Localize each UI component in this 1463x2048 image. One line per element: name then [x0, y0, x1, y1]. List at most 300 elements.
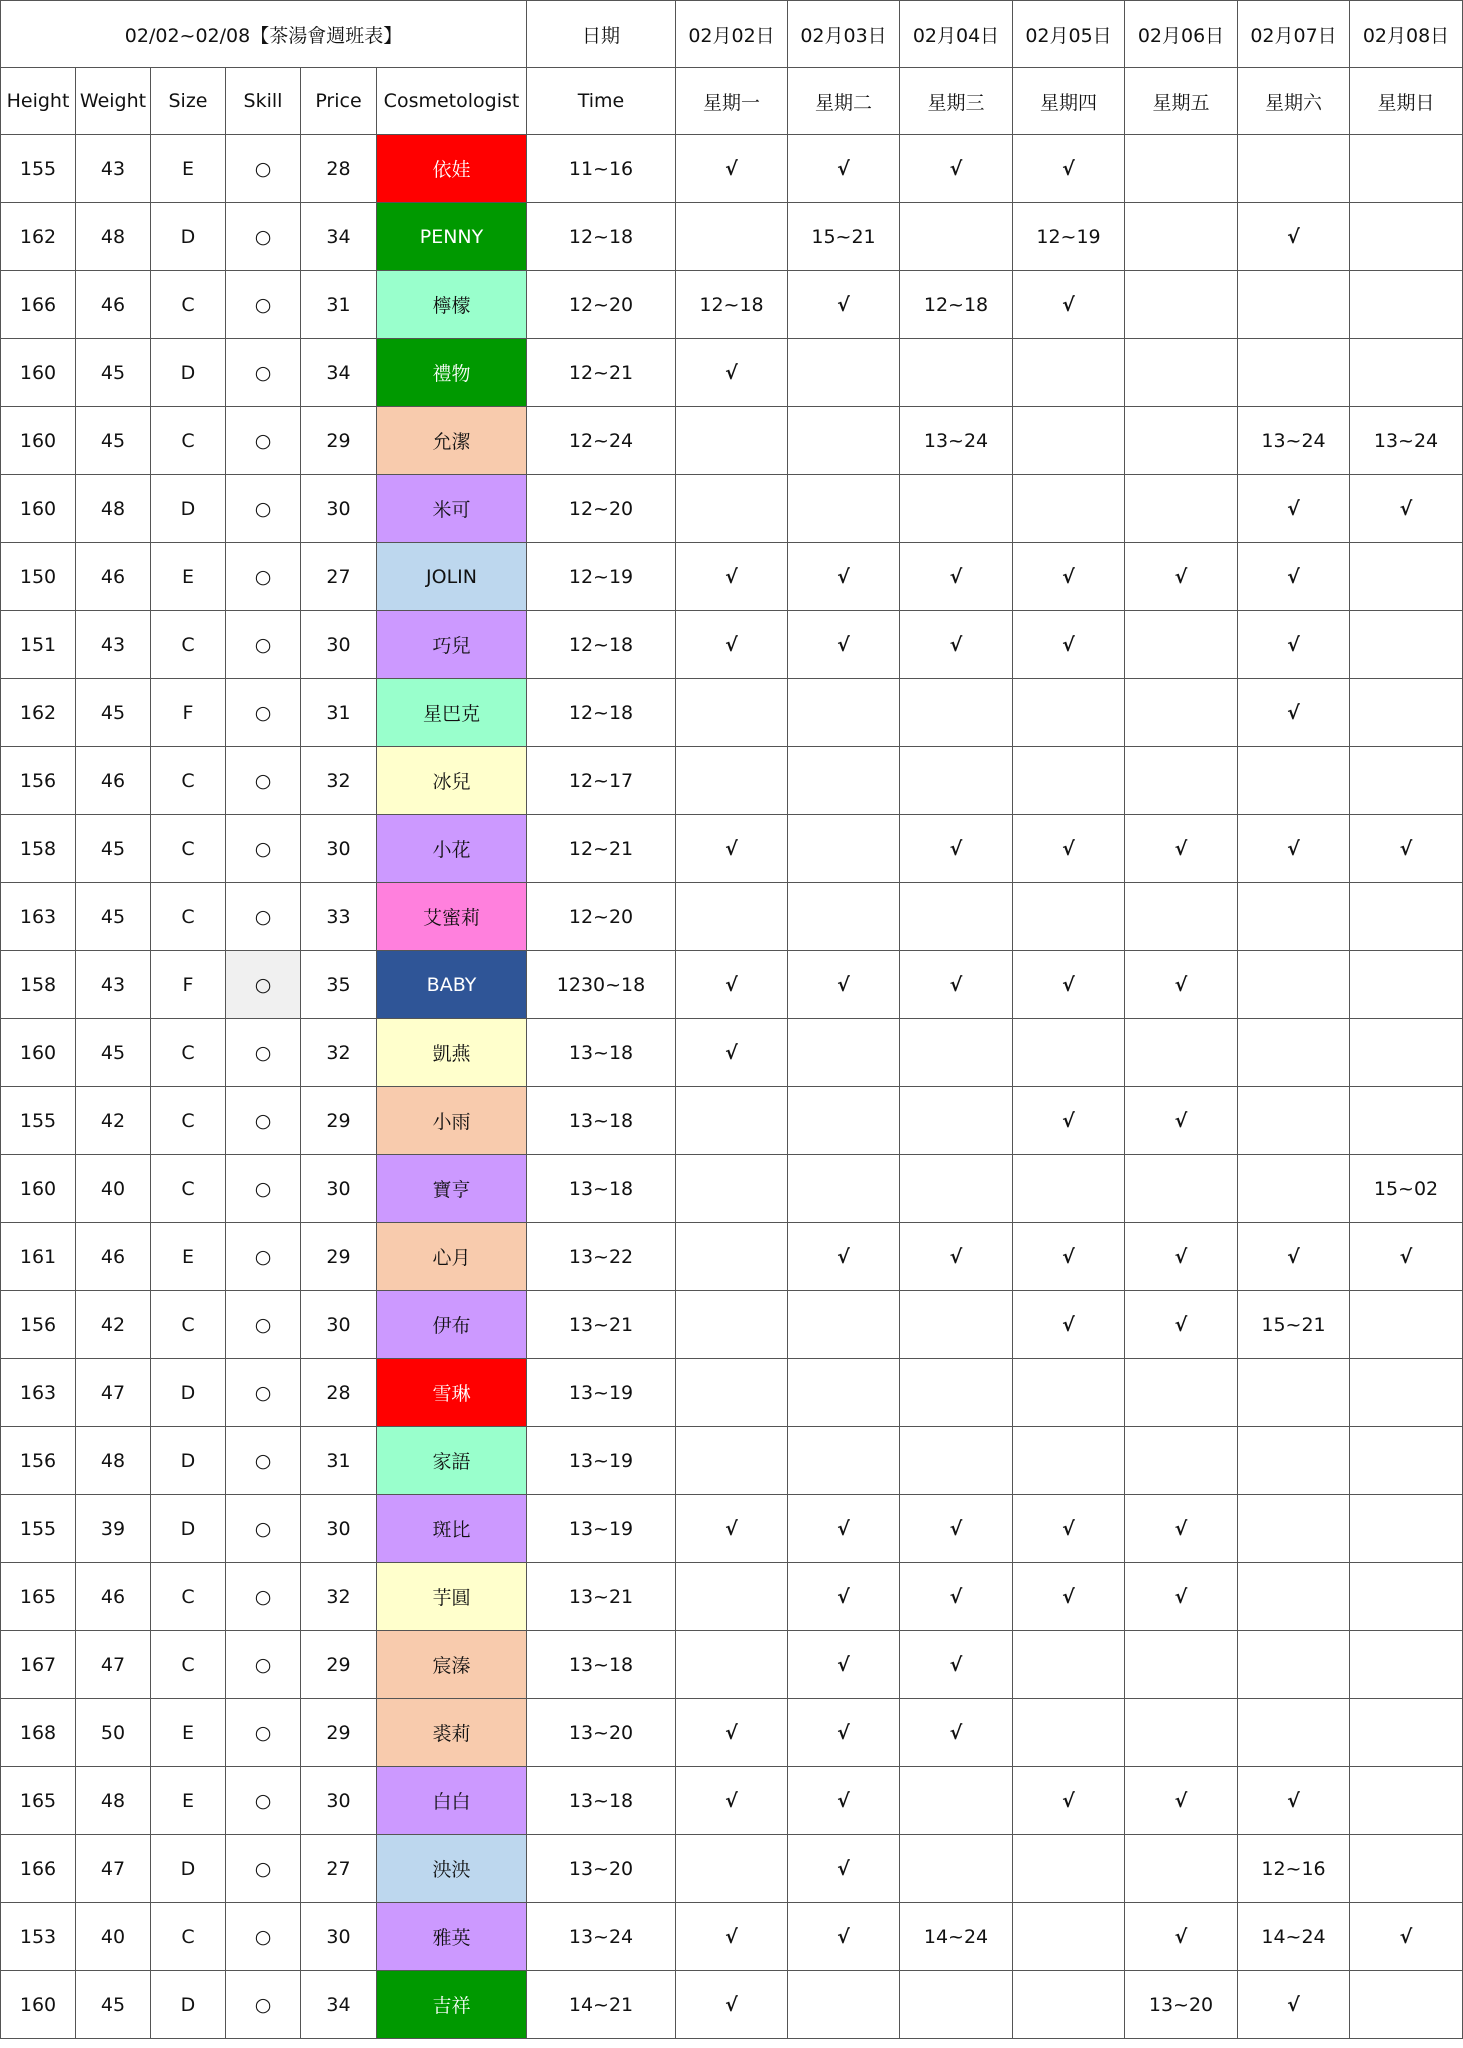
day-cell [1350, 611, 1463, 679]
cosmetologist-name: 巧兒 [377, 611, 527, 679]
day-cell [1238, 271, 1350, 339]
day-cell [900, 1835, 1013, 1903]
cell-price: 29 [301, 1223, 377, 1291]
cell-price: 30 [301, 475, 377, 543]
cell-price: 34 [301, 1971, 377, 2039]
cosmetologist-name: 心月 [377, 1223, 527, 1291]
cell-skill: ○ [226, 1835, 301, 1903]
cell-height: 160 [1, 475, 76, 543]
cell-height: 156 [1, 747, 76, 815]
cell-time: 13~18 [527, 1767, 676, 1835]
day-cell [1013, 407, 1125, 475]
date-header: 02月08日 [1350, 1, 1463, 68]
day-cell: √ [788, 951, 900, 1019]
day-cell [1238, 1359, 1350, 1427]
cell-time: 12~21 [527, 339, 676, 407]
cell-time: 13~24 [527, 1903, 676, 1971]
cosmetologist-name: 檸檬 [377, 271, 527, 339]
day-cell [1350, 679, 1463, 747]
day-cell [900, 883, 1013, 951]
table-row [1, 1019, 1463, 1087]
day-cell [1013, 1971, 1125, 2039]
cell-price: 29 [301, 407, 377, 475]
day-cell [788, 883, 900, 951]
cell-weight: 46 [76, 1563, 151, 1631]
day-cell: √ [900, 1223, 1013, 1291]
cell-height: 162 [1, 203, 76, 271]
day-cell: √ [1350, 1903, 1463, 1971]
day-cell [788, 475, 900, 543]
cell-weight: 45 [76, 1971, 151, 2039]
day-cell [788, 1971, 900, 2039]
cell-skill: ○ [226, 475, 301, 543]
day-cell [1013, 1631, 1125, 1699]
cell-weight: 46 [76, 543, 151, 611]
day-cell: 13~24 [1350, 407, 1463, 475]
cell-price: 30 [301, 1495, 377, 1563]
day-cell: √ [788, 135, 900, 203]
day-cell: √ [788, 1835, 900, 1903]
column-header-price: Price [301, 68, 377, 135]
day-cell: √ [900, 1495, 1013, 1563]
day-cell [900, 1155, 1013, 1223]
table-row [1, 1835, 1463, 1903]
cosmetologist-name: 米可 [377, 475, 527, 543]
cell-size: C [151, 815, 226, 883]
cell-size: C [151, 1631, 226, 1699]
day-cell: √ [788, 1631, 900, 1699]
cell-time: 13~21 [527, 1563, 676, 1631]
day-cell: √ [1013, 1495, 1125, 1563]
cell-price: 29 [301, 1699, 377, 1767]
table-row [1, 1971, 1463, 2039]
day-cell [1350, 203, 1463, 271]
day-cell [900, 1767, 1013, 1835]
cell-time: 13~19 [527, 1495, 676, 1563]
cell-price: 27 [301, 543, 377, 611]
day-cell: √ [788, 543, 900, 611]
cell-size: E [151, 1223, 226, 1291]
cell-time: 12~24 [527, 407, 676, 475]
cell-size: D [151, 1427, 226, 1495]
cell-weight: 45 [76, 679, 151, 747]
day-cell: √ [1013, 271, 1125, 339]
day-cell: 15~02 [1350, 1155, 1463, 1223]
day-cell [788, 747, 900, 815]
table-row [1, 1223, 1463, 1291]
cell-size: E [151, 1699, 226, 1767]
table-row [1, 1087, 1463, 1155]
day-cell: √ [900, 951, 1013, 1019]
table-row [1, 1903, 1463, 1971]
day-cell [1125, 339, 1238, 407]
day-cell [1350, 1767, 1463, 1835]
cell-weight: 47 [76, 1359, 151, 1427]
cell-weight: 42 [76, 1291, 151, 1359]
cell-weight: 43 [76, 951, 151, 1019]
cell-weight: 39 [76, 1495, 151, 1563]
cell-weight: 47 [76, 1835, 151, 1903]
cosmetologist-name: 雪琳 [377, 1359, 527, 1427]
day-cell [788, 1155, 900, 1223]
day-cell: √ [1238, 815, 1350, 883]
day-cell [1350, 1359, 1463, 1427]
cell-size: D [151, 1495, 226, 1563]
day-cell [1350, 1631, 1463, 1699]
cell-skill: ○ [226, 1019, 301, 1087]
cell-size: C [151, 1155, 226, 1223]
table-row [1, 339, 1463, 407]
day-cell: √ [900, 543, 1013, 611]
cell-time: 13~18 [527, 1631, 676, 1699]
day-cell [1013, 1699, 1125, 1767]
cell-skill: ○ [226, 1971, 301, 2039]
day-cell [1125, 475, 1238, 543]
schedule-body [1, 135, 1463, 2039]
cell-skill: ○ [226, 203, 301, 271]
cosmetologist-name: 斑比 [377, 1495, 527, 1563]
cell-weight: 48 [76, 203, 151, 271]
cell-height: 153 [1, 1903, 76, 1971]
cell-time: 13~22 [527, 1223, 676, 1291]
day-cell [788, 1427, 900, 1495]
cell-price: 31 [301, 271, 377, 339]
day-cell: √ [1013, 1291, 1125, 1359]
cell-height: 165 [1, 1563, 76, 1631]
cell-size: E [151, 1767, 226, 1835]
cell-time: 13~18 [527, 1155, 676, 1223]
cell-time: 13~18 [527, 1019, 676, 1087]
day-cell [1013, 883, 1125, 951]
cell-price: 30 [301, 1291, 377, 1359]
day-cell: √ [1125, 1903, 1238, 1971]
day-cell: √ [1238, 543, 1350, 611]
cell-time: 13~20 [527, 1835, 676, 1903]
header-row [1, 68, 1463, 135]
day-cell [676, 1427, 788, 1495]
day-cell [1350, 135, 1463, 203]
cell-price: 30 [301, 1767, 377, 1835]
cell-time: 12~21 [527, 815, 676, 883]
day-cell [788, 407, 900, 475]
day-cell [900, 1291, 1013, 1359]
cell-weight: 43 [76, 611, 151, 679]
day-cell: √ [676, 1903, 788, 1971]
column-header-size: Size [151, 68, 226, 135]
day-cell [676, 1223, 788, 1291]
cosmetologist-name: 星巴克 [377, 679, 527, 747]
cell-skill: ○ [226, 883, 301, 951]
cell-price: 28 [301, 135, 377, 203]
day-cell: √ [676, 1699, 788, 1767]
cell-height: 155 [1, 1495, 76, 1563]
day-cell: √ [1238, 611, 1350, 679]
cell-price: 32 [301, 747, 377, 815]
day-cell [1013, 1155, 1125, 1223]
cell-weight: 48 [76, 1427, 151, 1495]
day-cell: √ [900, 1631, 1013, 1699]
cell-height: 160 [1, 1155, 76, 1223]
day-cell [1125, 679, 1238, 747]
day-cell: √ [788, 1699, 900, 1767]
cell-price: 32 [301, 1019, 377, 1087]
cosmetologist-name: 小雨 [377, 1087, 527, 1155]
cell-skill: ○ [226, 1699, 301, 1767]
day-cell [788, 679, 900, 747]
weekday-header: 星期五 [1125, 68, 1238, 135]
table-row [1, 271, 1463, 339]
cell-height: 163 [1, 883, 76, 951]
day-cell [1013, 1019, 1125, 1087]
cell-height: 166 [1, 1835, 76, 1903]
date-header: 02月03日 [788, 1, 900, 68]
weekday-header: 星期六 [1238, 68, 1350, 135]
day-cell [900, 339, 1013, 407]
day-cell: √ [676, 1495, 788, 1563]
cosmetologist-name: 宸溱 [377, 1631, 527, 1699]
cell-time: 1230~18 [527, 951, 676, 1019]
day-cell: 13~24 [900, 407, 1013, 475]
day-cell [1350, 543, 1463, 611]
day-cell [1238, 1155, 1350, 1223]
cosmetologist-name: 雅英 [377, 1903, 527, 1971]
table-row [1, 1155, 1463, 1223]
day-cell [676, 407, 788, 475]
day-cell [900, 1019, 1013, 1087]
table-row [1, 1495, 1463, 1563]
day-cell: √ [1125, 951, 1238, 1019]
cell-weight: 40 [76, 1903, 151, 1971]
cell-weight: 46 [76, 271, 151, 339]
cell-time: 12~19 [527, 543, 676, 611]
day-cell: √ [1125, 1223, 1238, 1291]
cell-time: 13~21 [527, 1291, 676, 1359]
table-row [1, 1631, 1463, 1699]
day-cell: √ [1350, 815, 1463, 883]
day-cell [1013, 1359, 1125, 1427]
cell-height: 158 [1, 815, 76, 883]
cell-skill: ○ [226, 543, 301, 611]
cell-height: 150 [1, 543, 76, 611]
day-cell [1350, 1291, 1463, 1359]
day-cell [1125, 135, 1238, 203]
day-cell: √ [788, 1563, 900, 1631]
day-cell: √ [1350, 475, 1463, 543]
cell-height: 151 [1, 611, 76, 679]
cell-height: 161 [1, 1223, 76, 1291]
day-cell [1350, 1019, 1463, 1087]
day-cell [1125, 1019, 1238, 1087]
cell-time: 12~20 [527, 883, 676, 951]
day-cell [1013, 339, 1125, 407]
cell-skill: ○ [226, 815, 301, 883]
cell-size: C [151, 1291, 226, 1359]
day-cell [1238, 1019, 1350, 1087]
cell-height: 165 [1, 1767, 76, 1835]
cell-time: 13~19 [527, 1359, 676, 1427]
cosmetologist-name: JOLIN [377, 543, 527, 611]
day-cell: √ [788, 611, 900, 679]
cell-height: 166 [1, 271, 76, 339]
cell-size: D [151, 1835, 226, 1903]
day-cell [1238, 747, 1350, 815]
cosmetologist-name: 伊布 [377, 1291, 527, 1359]
table-row [1, 543, 1463, 611]
cosmetologist-name: 小花 [377, 815, 527, 883]
cell-height: 163 [1, 1359, 76, 1427]
cosmetologist-name: 寶亨 [377, 1155, 527, 1223]
cell-height: 167 [1, 1631, 76, 1699]
day-cell [1125, 1699, 1238, 1767]
cell-height: 162 [1, 679, 76, 747]
cell-size: C [151, 883, 226, 951]
table-row [1, 611, 1463, 679]
cell-size: D [151, 1359, 226, 1427]
day-cell [1013, 475, 1125, 543]
day-cell: √ [676, 611, 788, 679]
day-cell: 12~19 [1013, 203, 1125, 271]
day-cell: √ [676, 1971, 788, 2039]
day-cell [1350, 951, 1463, 1019]
weekday-header: 星期三 [900, 68, 1013, 135]
day-cell [900, 1971, 1013, 2039]
table-row [1, 475, 1463, 543]
cell-size: C [151, 1903, 226, 1971]
cosmetologist-name: 凱燕 [377, 1019, 527, 1087]
day-cell [900, 1087, 1013, 1155]
day-cell: √ [788, 1495, 900, 1563]
day-cell [676, 1563, 788, 1631]
day-cell [1350, 1699, 1463, 1767]
cell-time: 12~18 [527, 679, 676, 747]
cell-size: C [151, 747, 226, 815]
day-cell [788, 1359, 900, 1427]
table-row [1, 1699, 1463, 1767]
date-header: 02月04日 [900, 1, 1013, 68]
cell-size: C [151, 1563, 226, 1631]
cosmetologist-name: 泱泱 [377, 1835, 527, 1903]
day-cell: √ [1013, 543, 1125, 611]
cell-size: D [151, 339, 226, 407]
table-row [1, 951, 1463, 1019]
day-cell: √ [676, 135, 788, 203]
cell-price: 31 [301, 679, 377, 747]
cell-skill: ○ [226, 1563, 301, 1631]
date-header: 02月05日 [1013, 1, 1125, 68]
cell-weight: 46 [76, 1223, 151, 1291]
day-cell [676, 1087, 788, 1155]
cell-weight: 42 [76, 1087, 151, 1155]
day-cell: √ [1238, 475, 1350, 543]
day-cell [676, 1155, 788, 1223]
day-cell [1125, 1359, 1238, 1427]
cosmetologist-name: 艾蜜莉 [377, 883, 527, 951]
day-cell: √ [1013, 1767, 1125, 1835]
day-cell [1350, 339, 1463, 407]
column-header-time: Time [527, 68, 676, 135]
day-cell [900, 475, 1013, 543]
day-cell [1350, 747, 1463, 815]
cell-skill: ○ [226, 1631, 301, 1699]
day-cell: √ [1238, 1971, 1350, 2039]
day-cell: √ [1238, 1767, 1350, 1835]
cell-price: 30 [301, 1155, 377, 1223]
day-cell: √ [1350, 1223, 1463, 1291]
day-cell [1125, 271, 1238, 339]
cosmetologist-name: 允潔 [377, 407, 527, 475]
day-cell: √ [1013, 815, 1125, 883]
cell-size: F [151, 679, 226, 747]
day-cell [676, 747, 788, 815]
day-cell: √ [788, 1767, 900, 1835]
cell-price: 35 [301, 951, 377, 1019]
cell-skill: ○ [226, 1427, 301, 1495]
cell-height: 158 [1, 951, 76, 1019]
cell-skill: ○ [226, 1767, 301, 1835]
day-cell [1350, 1087, 1463, 1155]
day-cell [1013, 1427, 1125, 1495]
cell-time: 13~20 [527, 1699, 676, 1767]
weekday-header: 星期四 [1013, 68, 1125, 135]
day-cell: 14~24 [1238, 1903, 1350, 1971]
weekday-header: 星期二 [788, 68, 900, 135]
day-cell: √ [1125, 1087, 1238, 1155]
day-cell [1238, 1427, 1350, 1495]
day-cell: √ [788, 1223, 900, 1291]
day-cell: 15~21 [788, 203, 900, 271]
cell-skill: ○ [226, 1223, 301, 1291]
cell-price: 30 [301, 611, 377, 679]
cell-price: 30 [301, 1903, 377, 1971]
cell-time: 11~16 [527, 135, 676, 203]
table-row [1, 883, 1463, 951]
table-row [1, 679, 1463, 747]
day-cell [676, 203, 788, 271]
day-cell: √ [676, 1019, 788, 1087]
day-cell: 14~24 [900, 1903, 1013, 1971]
day-cell [1350, 1563, 1463, 1631]
weekday-header: 星期一 [676, 68, 788, 135]
column-header-weight: Weight [76, 68, 151, 135]
day-cell [788, 815, 900, 883]
cell-time: 13~19 [527, 1427, 676, 1495]
cell-weight: 48 [76, 475, 151, 543]
day-cell [1350, 1835, 1463, 1903]
cosmetologist-name: BABY [377, 951, 527, 1019]
day-cell [900, 747, 1013, 815]
cell-size: E [151, 135, 226, 203]
day-cell [788, 1291, 900, 1359]
day-cell [1125, 1427, 1238, 1495]
cell-weight: 50 [76, 1699, 151, 1767]
day-cell: √ [1125, 1495, 1238, 1563]
cell-size: D [151, 475, 226, 543]
cell-weight: 45 [76, 1019, 151, 1087]
column-header-height: Height [1, 68, 76, 135]
cell-size: D [151, 203, 226, 271]
day-cell [900, 1359, 1013, 1427]
cell-price: 33 [301, 883, 377, 951]
cell-weight: 46 [76, 747, 151, 815]
day-cell [1238, 951, 1350, 1019]
table-row [1, 1291, 1463, 1359]
cell-size: C [151, 271, 226, 339]
day-cell: 12~18 [676, 271, 788, 339]
cosmetologist-name: 芋圓 [377, 1563, 527, 1631]
cosmetologist-name: 禮物 [377, 339, 527, 407]
cell-price: 29 [301, 1631, 377, 1699]
day-cell: √ [1013, 1087, 1125, 1155]
